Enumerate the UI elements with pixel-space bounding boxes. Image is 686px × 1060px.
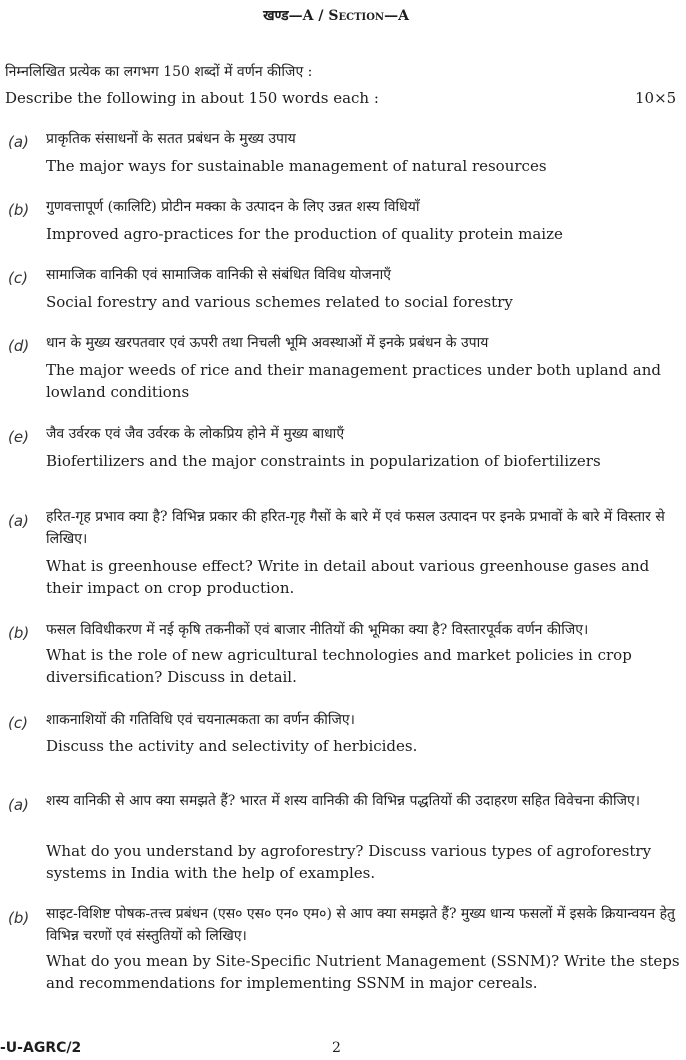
section-header <box>0 6 672 25</box>
q1d-hindi: धान के मुख्य खरपतवार एवं ऊपरी तथा निचली भूमि अवस्थाओं में इनके प्रबंधन के उपाय <box>46 335 489 351</box>
q1d-label: (d) <box>8 337 30 355</box>
q2a-english: What is greenhouse effect? Write in detail about various greenhouse gases and their impact on crop production. <box>46 557 650 597</box>
q1e-hindi: जैव उर्वरक एवं जैव उर्वरक के लोकप्रिय होने में मुख्य बाधाएँ <box>46 426 345 442</box>
page-number: 2 <box>332 1040 341 1056</box>
section-header-english: Section <box>328 8 385 24</box>
q2b-label: (b) <box>8 624 30 642</box>
q1e-english: Biofertilizers and the major constraints in popularization of biofertilizers <box>46 452 601 470</box>
q1a-label: (a) <box>8 133 29 151</box>
instruction-hindi: निम्नलिखित प्रत्येक का लगभग 150 शब्दों में वर्णन कीजिए : <box>5 64 313 80</box>
q2a-label: (a) <box>8 512 29 530</box>
q1b-label: (b) <box>8 201 30 219</box>
section-header-sep: —A / <box>288 8 329 24</box>
q1c-english: Social forestry and various schemes related to social forestry <box>46 293 513 311</box>
q2c-label: (c) <box>8 714 28 732</box>
q2b-hindi: फसल विविधीकरण में नई कृषि तकनीकों एवं बाजार नीतियों की भूमिका क्या है? विस्तारपूर्वक वर्णन कीजिए। <box>46 622 589 638</box>
instruction-english: Describe the following in about 150 words each : <box>5 89 379 107</box>
q1d-english: The major weeds of rice and their management practices under both upland and lowland conditions <box>46 361 661 401</box>
q1a-hindi: प्राकृतिक संसाधनों के सतत प्रबंधन के मुख्य उपाय <box>46 131 296 147</box>
paper-code: -U-AGRC/2 <box>0 1040 82 1056</box>
q3a-english: What do you understand by agroforestry? Discuss various types of agroforestry systems in India with the help of examples. <box>46 842 652 882</box>
q1b-english: Improved agro-practices for the production of quality protein maize <box>46 225 563 243</box>
q3a-label: (a) <box>8 796 29 814</box>
q2c-hindi: शाकनाशियों की गतिविधि एवं चयनात्मकता का वर्णन कीजिए। <box>46 712 355 728</box>
q1e-label: (e) <box>8 428 29 446</box>
section-header-hindi: खण्ड <box>263 8 289 24</box>
section-header-letter: —A <box>384 8 409 24</box>
q2b-english: What is the role of new agricultural technologies and market policies in crop diversification? Discuss in detail. <box>46 646 632 686</box>
q2a-hindi: हरित-गृह प्रभाव क्या है? विभिन्न प्रकार की हरित-गृह गैसों के बारे में एवं फसल उत्पादन पर इनके प्रभावों के बारे में विस्तार से लिखिए। <box>46 509 665 547</box>
q3b-english: What do you mean by Site-Specific Nutrient Management (SSNM)? Write the steps and recommendations for implementing SSNM in major cereals. <box>46 952 680 992</box>
q3b-label: (b) <box>8 909 30 927</box>
q3b-hindi: साइट-विशिष्ट पोषक-तत्त्व प्रबंधन (एस० एस० एन० एम०) से आप क्या समझते हैं? मुख्य धान्य फसलों में इसके क्रियान्वयन हेतु विभिन्न चरणों एवं संस्तुतियों को लिखिए। <box>46 906 676 944</box>
q3a-hindi: शस्य वानिकी से आप क्या समझते हैं? भारत में शस्य वानिकी की विभिन्न पद्धतियों की उदाहरण सहित विवेचना कीजिए। <box>46 793 641 809</box>
marks: 10×5 <box>635 89 677 107</box>
q1c-label: (c) <box>8 269 28 287</box>
q1a-english: The major ways for sustainable management of natural resources <box>46 157 547 175</box>
q1c-hindi: सामाजिक वानिकी एवं सामाजिक वानिकी से संबंधित विविध योजनाएँ <box>46 267 392 283</box>
q2c-english: Discuss the activity and selectivity of herbicides. <box>46 737 418 755</box>
q1b-hindi: गुणवत्तापूर्ण (कालिटि) प्रोटीन मक्का के उत्पादन के लिए उन्नत शस्य विधियाँ <box>46 199 420 215</box>
